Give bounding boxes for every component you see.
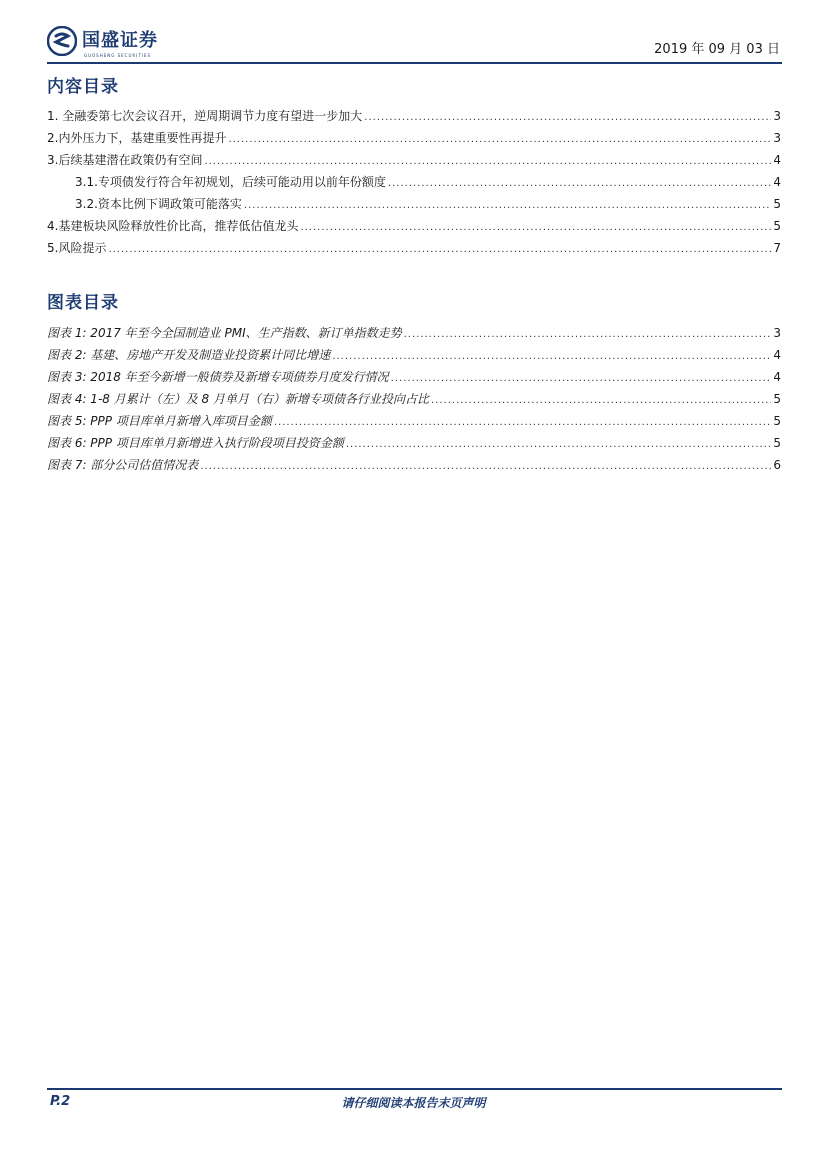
figure-item[interactable] [47,344,781,366]
figure-item-page: 5 [773,392,781,406]
figure-item[interactable] [47,454,781,476]
toc-item-label: 3.2.资本比例下调政策可能落实 [75,197,242,211]
dot-leader [431,390,771,412]
figure-item[interactable] [47,410,781,432]
footer-disclaimer: 请仔细阅读本报告末页声明 [341,1096,486,1110]
dot-leader [404,324,772,346]
dot-leader [332,346,771,368]
toc-item[interactable] [47,149,781,171]
dot-leader [346,434,772,456]
toc-item-page: 3 [773,109,781,123]
figure-item[interactable] [47,366,781,388]
figure-item[interactable] [47,432,781,454]
footer-divider [47,1088,782,1090]
dot-leader [364,107,771,129]
toc-item-page: 7 [773,241,781,255]
figures-list [47,322,781,476]
contents-title: 内容目录 [47,77,119,97]
toc-item[interactable] [47,215,781,237]
figure-item-page: 5 [773,436,781,450]
page-header [47,24,782,64]
figure-item-page: 6 [773,458,781,472]
figure-item-page: 4 [773,370,781,384]
dot-leader [274,412,772,434]
dot-leader [200,456,771,478]
page-number: P.2 [50,1094,71,1109]
dot-leader [108,239,771,261]
figure-item-label: 图表 1: 2017 年至今全国制造业 PMI、生产指数、新订单指数走势 [47,326,402,340]
dot-leader [391,368,772,390]
figure-item-page: 5 [773,414,781,428]
figure-item-label: 图表 2: 基建、房地产开发及制造业投资累计同比增速 [47,348,331,362]
toc-item-label: 2.内外压力下，基建重要性再提升 [47,131,227,145]
dot-leader [244,195,771,217]
toc-item[interactable] [47,237,781,259]
toc-item-label: 3.1.专项债发行符合年初规划，后续可能动用以前年份额度 [75,175,386,189]
contents-list [47,105,781,259]
toc-item-page: 4 [773,175,781,189]
dot-leader [228,129,771,151]
toc-item[interactable] [47,105,781,127]
figure-item-page: 4 [773,348,781,362]
figure-item-label: 图表 5: PPP 项目库单月新增入库项目金额 [47,414,272,428]
figure-item-label: 图表 4: 1-8 月累计（左）及 8 月单月（右）新增专项债各行业投向占比 [47,392,429,406]
toc-item-label: 3.后续基建潜在政策仍有空间 [47,153,203,167]
toc-item-page: 5 [773,197,781,211]
dot-leader [300,217,771,239]
figure-item[interactable] [47,322,781,344]
report-date: 2019 年 09 月 03 日 [654,42,780,57]
toc-item-label: 5.风险提示 [47,241,107,255]
toc-item-label: 4.基建板块风险释放性价比高，推荐低估值龙头 [47,219,299,233]
toc-subitem[interactable] [47,171,781,193]
figures-title: 图表目录 [47,293,119,313]
dot-leader [204,151,771,173]
company-logo [47,26,158,56]
figure-item-label: 图表 6: PPP 项目库单月新增进入执行阶段项目投资金额 [47,436,344,450]
toc-item-page: 4 [773,153,781,167]
dot-leader [388,173,771,195]
figure-item-label: 图表 3: 2018 年至今新增一般债券及新增专项债券月度发行情况 [47,370,389,384]
toc-item-page: 3 [773,131,781,145]
figure-item-page: 3 [773,326,781,340]
company-name: 国盛证券 [82,30,158,51]
header-divider [47,62,782,64]
company-subname: GUOSHENG SECURITIES [84,53,152,58]
toc-item-label: 1. 全融委第七次会议召开，逆周期调节力度有望进一步加大 [47,109,363,123]
toc-subitem[interactable] [47,193,781,215]
figure-item[interactable] [47,388,781,410]
toc-item-page: 5 [773,219,781,233]
guosheng-logo-icon [47,26,77,56]
figure-item-label: 图表 7: 部分公司估值情况表 [47,458,199,472]
toc-item[interactable] [47,127,781,149]
